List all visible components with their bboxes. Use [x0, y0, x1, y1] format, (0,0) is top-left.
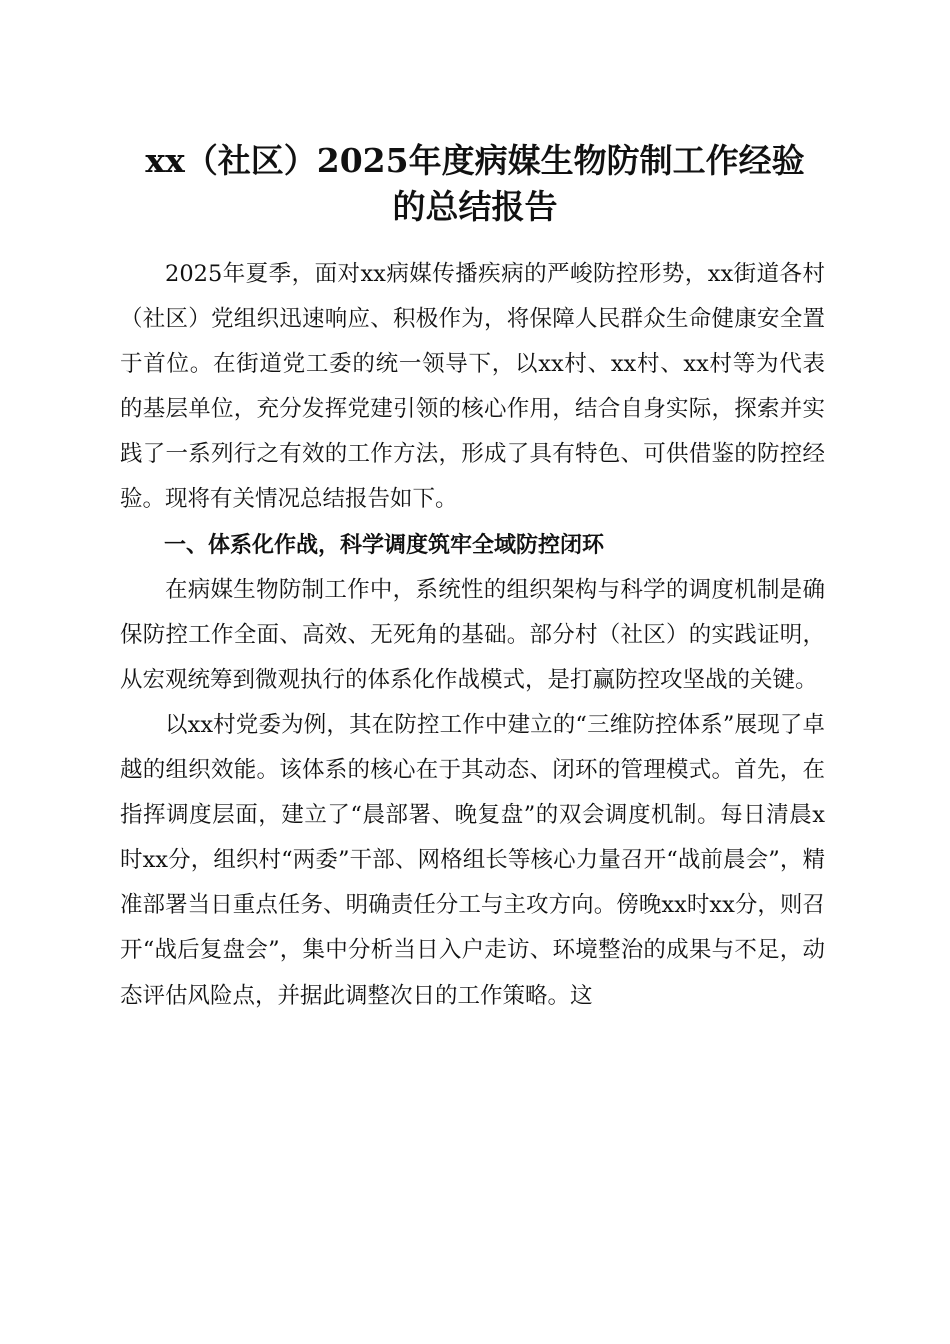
- intro-paragraph: 2025年夏季，面对xx病媒传播疾病的严峻防控形势，xx街道各村（社区）党组织迅速响应、积极作为，将保障人民群众生命健康安全置于首位。在街道党工委的统一领导下，以xx村、xx村、xx村等为代表的基层单位，充分发挥党建引领的核心作用，结合自身实际，探索并实践了一系列行之有效的工作方法，形成了具有特色、可供借鉴的防控经验。现将有关情况总结报告如下。: [120, 261, 825, 513]
- document-title: [120, 138, 830, 230]
- section-heading-1: 一、体系化作战，科学调度筑牢全域防控闭环: [164, 532, 605, 558]
- body-paragraph: 以xx村党委为例，其在防控工作中建立的“三维防控体系”展现了卓越的组织效能。该体系的核心在于其动态、闭环的管理模式。首先，在指挥调度层面，建立了“晨部署、晚复盘”的双会调度机制。每日清晨x时xx分，组织村“两委”干部、网格组长等核心力量召开“战前晨会”，精准部署当日重点任务、明确责任分工与主攻方向。傍晚xx时xx分，则召开“战后复盘会”，集中分析当日入户走访、环境整治的成果与不足，动态评估风险点，并据此调整次日的工作策略。这: [120, 711, 825, 1009]
- document-body: [120, 252, 825, 1019]
- title-line-1: xx（社区）2025年度病媒生物防制工作经验: [145, 141, 805, 180]
- body-paragraph: 在病媒生物防制工作中，系统性的组织架构与科学的调度机制是确保防控工作全面、高效、无死角的基础。部分村（社区）的实践证明，从宏观统筹到微观执行的体系化作战模式，是打赢防控攻坚战的关键。: [120, 576, 825, 693]
- title-line-2: 的总结报告: [392, 187, 558, 226]
